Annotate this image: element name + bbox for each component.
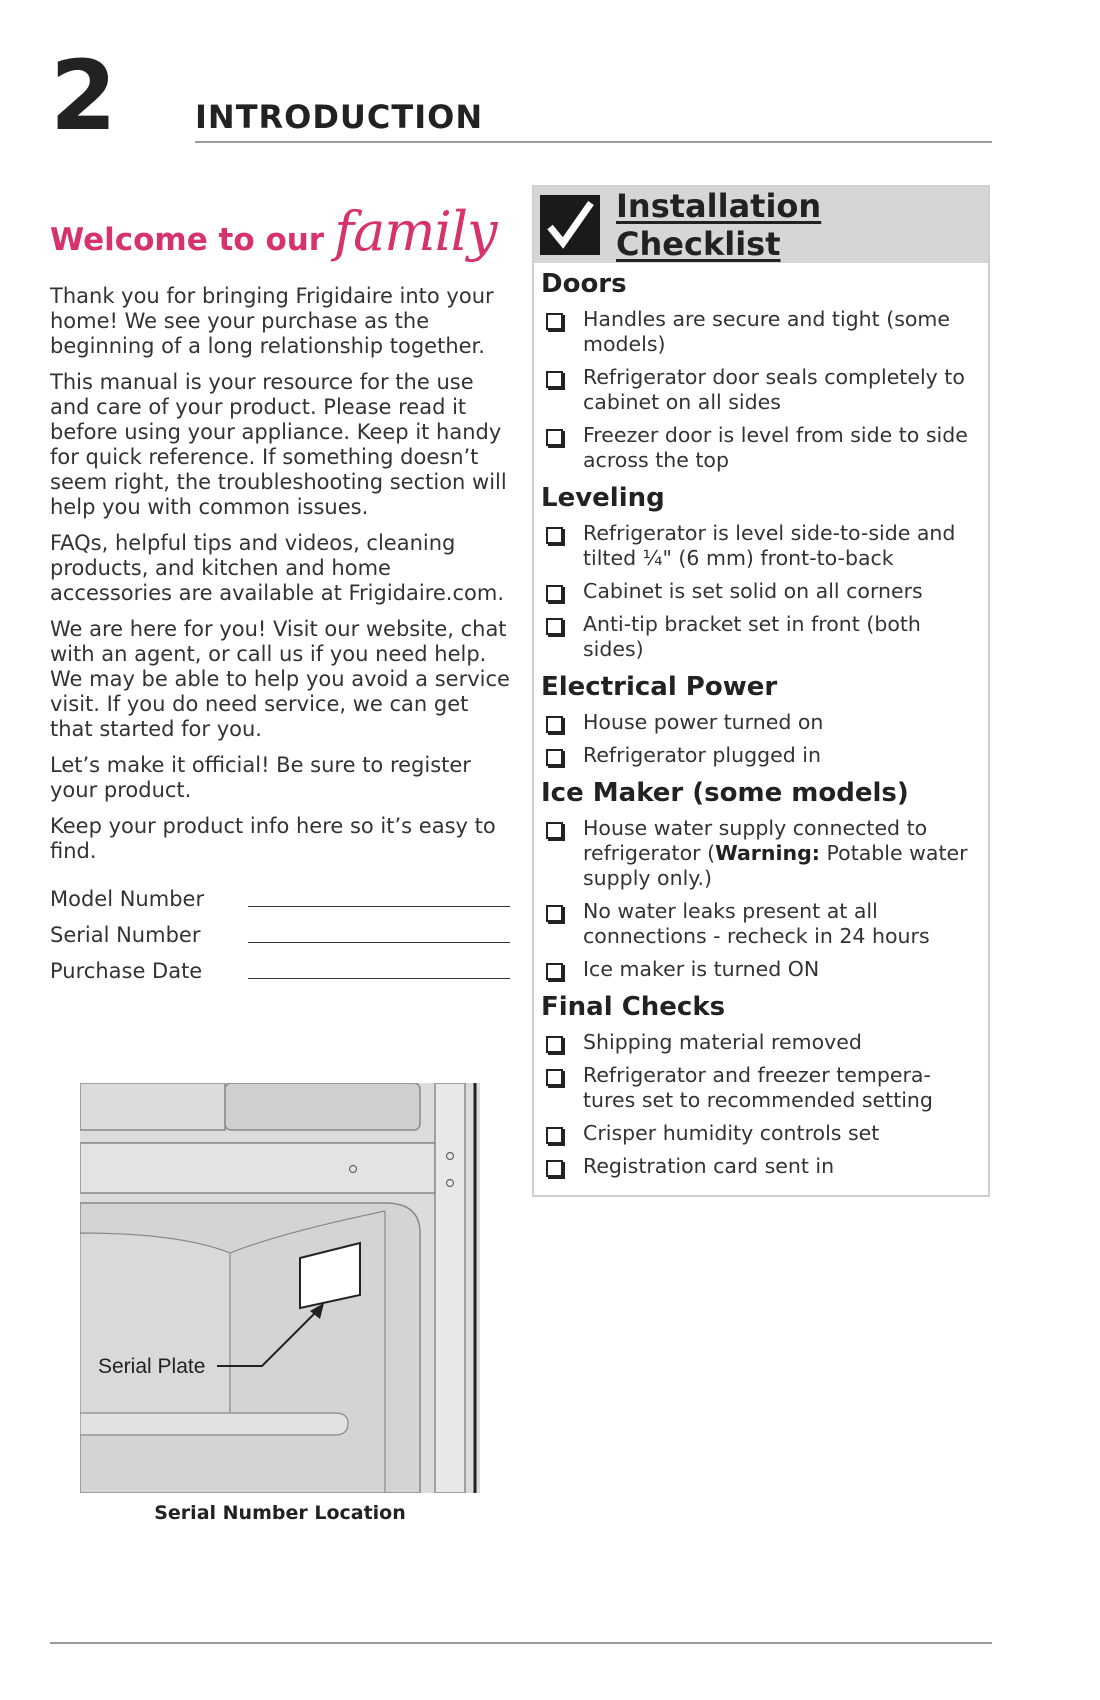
checklist-item[interactable]: House power turned on xyxy=(541,710,980,735)
checklist-body xyxy=(534,263,988,1195)
model-number-blank[interactable] xyxy=(248,906,510,907)
intro-paragraph: Let’s make it official! Be sure to register your product. xyxy=(50,753,471,802)
checklist-item[interactable]: Refrigerator door seals completely to cabinet on all sides xyxy=(541,365,980,415)
checklist-item[interactable]: Ice maker is turned ON xyxy=(541,957,980,982)
checkbox-icon[interactable] xyxy=(546,429,563,446)
serial-location-figure xyxy=(80,1083,480,1493)
serial-number-blank[interactable] xyxy=(248,942,510,943)
section-title: INTRODUCTION xyxy=(195,98,484,136)
section-leveling-title: Leveling xyxy=(541,483,665,513)
intro-paragraph: We are here for you! Visit our website, chat with an agent, or call us if you need help. We may be able to help you avoid a service visit. If you do need service, we can get that started for you. xyxy=(50,617,510,741)
checkbox-icon[interactable] xyxy=(546,822,563,839)
checklist-item[interactable]: Anti-tip bracket set in front (both sides) xyxy=(541,612,980,662)
checklist-item[interactable]: House water supply connected to refrigerator (Warning: Potable water supply only.) xyxy=(541,816,980,891)
checkbox-icon[interactable] xyxy=(546,749,563,766)
checkbox-icon[interactable] xyxy=(546,716,563,733)
checklist-header xyxy=(534,187,988,263)
checkbox-icon[interactable] xyxy=(546,618,563,635)
intro-paragraph: Keep your product info here so it’s easy to find. xyxy=(50,814,496,863)
header-divider xyxy=(195,141,992,143)
purchase-date-row xyxy=(50,947,515,983)
checkbox-icon[interactable] xyxy=(546,371,563,388)
checkbox-icon[interactable] xyxy=(546,1036,563,1053)
model-number-label: Model Number xyxy=(50,887,205,911)
section-final-checks-title: Final Checks xyxy=(541,992,726,1022)
page-number: 2 xyxy=(50,40,117,152)
warning-label: Warning: xyxy=(715,841,820,865)
intro-text xyxy=(50,284,515,864)
serial-number-row xyxy=(50,911,515,947)
checklist-item[interactable]: Handles are secure and tight (some models) xyxy=(541,307,980,357)
checkbox-icon[interactable] xyxy=(546,527,563,544)
installation-checklist xyxy=(532,185,990,1197)
welcome-text: Welcome to our xyxy=(50,222,325,258)
checkbox-icon[interactable] xyxy=(546,1069,563,1086)
serial-number-label: Serial Number xyxy=(50,923,201,947)
serial-plate-callout: Serial Plate xyxy=(98,1355,206,1378)
checklist-item[interactable]: Freezer door is level from side to side across the top xyxy=(541,423,980,473)
checklist-item[interactable]: Registration card sent in xyxy=(541,1154,980,1179)
purchase-date-label: Purchase Date xyxy=(50,959,203,983)
checkbox-icon[interactable] xyxy=(546,963,563,980)
checklist-item[interactable]: No water leaks present at all connections - recheck in 24 hours xyxy=(541,899,980,949)
checkbox-icon[interactable] xyxy=(546,1160,563,1177)
welcome-heading xyxy=(50,200,515,284)
checkbox-icon[interactable] xyxy=(546,1127,563,1144)
checklist-item[interactable]: Shipping material removed xyxy=(541,1030,980,1055)
welcome-script: family xyxy=(334,200,497,263)
intro-paragraph: FAQs, helpful tips and videos, cleaning products, and kitchen and home accessories are available at Frigidaire.com. xyxy=(50,531,505,605)
checkbox-icon[interactable] xyxy=(546,585,563,602)
checklist-item[interactable]: Refrigerator is level side-to-side and tilted ¼" (6 mm) front-to-back xyxy=(541,521,980,571)
footer-divider xyxy=(50,1642,992,1644)
section-ice-maker-title: Ice Maker (some models) xyxy=(541,778,909,808)
checkbox-icon[interactable] xyxy=(546,905,563,922)
intro-column xyxy=(50,200,515,983)
intro-paragraph: This manual is your resource for the use and care of your product. Please read it before using your appliance. Keep it handy for quick reference. If something doesn’t seem right, the troubleshooting section will help you with common issues. xyxy=(50,370,507,519)
section-electrical-title: Electrical Power xyxy=(541,672,778,702)
model-number-row xyxy=(50,875,515,911)
checklist-title: Installation Checklist xyxy=(616,187,822,263)
checkmark-icon xyxy=(540,195,600,255)
section-doors-title: Doors xyxy=(541,269,627,299)
checklist-item[interactable]: Refrigerator and freezer tempera-tures set to recommended setting xyxy=(541,1063,980,1113)
refrigerator-illustration xyxy=(80,1083,480,1493)
intro-paragraph: Thank you for bringing Frigidaire into your home! We see your purchase as the beginning of a long relationship together. xyxy=(50,284,494,358)
product-info-table xyxy=(50,875,515,983)
checklist-item[interactable]: Cabinet is set solid on all corners xyxy=(541,579,980,604)
checklist-item[interactable]: Refrigerator plugged in xyxy=(541,743,980,768)
purchase-date-blank[interactable] xyxy=(248,978,510,979)
checklist-item[interactable]: Crisper humidity controls set xyxy=(541,1121,980,1146)
checkbox-icon[interactable] xyxy=(546,313,563,330)
figure-caption: Serial Number Location xyxy=(154,1502,406,1524)
